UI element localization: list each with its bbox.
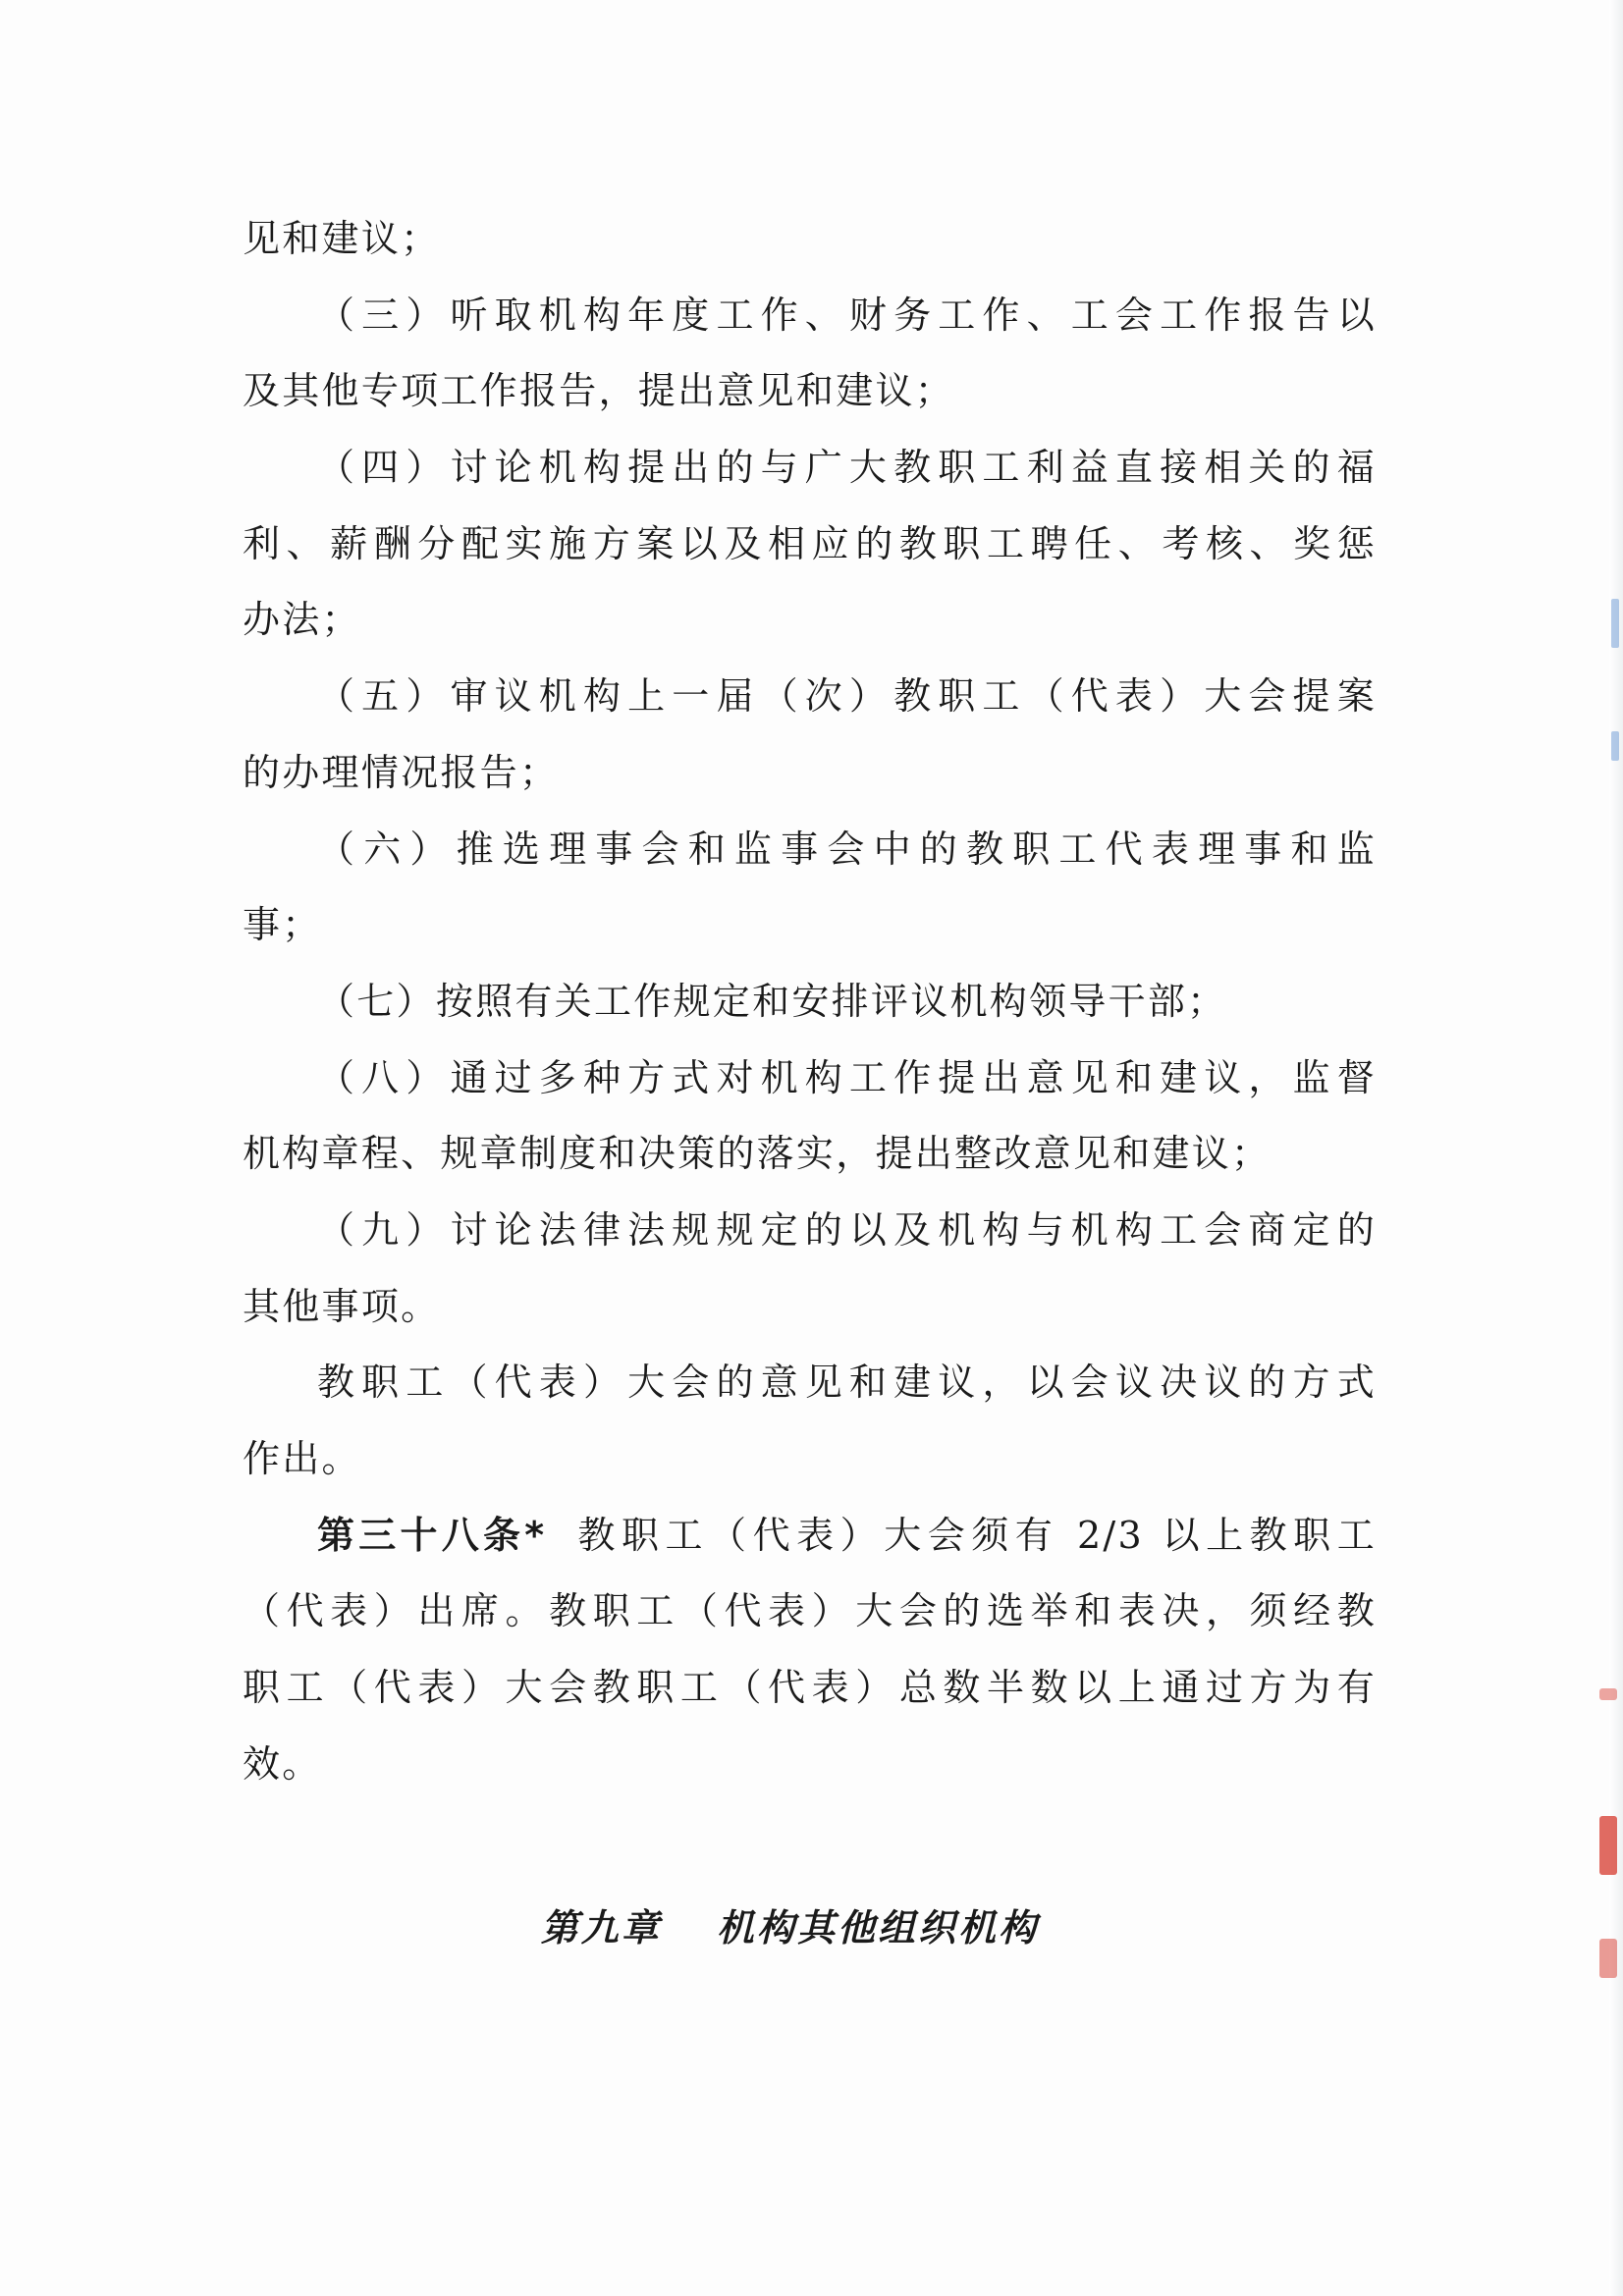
text-line: （八）通过多种方式对机构工作提出意见和建议，监督 xyxy=(317,1055,1377,1099)
text-line: （五）审议机构上一届（次）教职工（代表）大会提案 xyxy=(317,674,1377,719)
text-line: 的办理情况报告； xyxy=(243,750,560,794)
text-line: （四）讨论机构提出的与广大教职工利益直接相关的福 xyxy=(317,446,1377,490)
text-line: （六）推选理事会和监事会中的教职工代表理事和监 xyxy=(317,827,1377,871)
article-line xyxy=(243,1498,1377,1575)
text-line: 作出。 xyxy=(243,1437,361,1480)
text-line: 机构章程、规章制度和决策的落实，提出整改意见和建议； xyxy=(243,1132,1271,1176)
text-line: （九）讨论法律法规规定的以及机构与机构工会商定的 xyxy=(317,1207,1377,1252)
article-line: （代表）出席。教职工（代表）大会的选举和表决，须经教 xyxy=(243,1589,1377,1633)
seal-fragment xyxy=(1599,1688,1617,1700)
chapter-number: 第九章 xyxy=(540,1905,662,1949)
seal-fragment xyxy=(1599,1939,1617,1978)
text-line: 教职工（代表）大会的意见和建议，以会议决议的方式 xyxy=(317,1361,1377,1405)
scan-artifact-blue xyxy=(1611,731,1619,761)
article-text: 教职工（代表）大会须有 2/3 以上教职工 xyxy=(573,1513,1378,1557)
text-line: 其他事项。 xyxy=(243,1284,441,1328)
article-number: 第三十八条* xyxy=(317,1513,545,1557)
article-line: 职工（代表）大会教职工（代表）总数半数以上通过方为有 xyxy=(243,1666,1377,1710)
seal-fragment xyxy=(1599,1816,1617,1875)
paragraph-lines xyxy=(243,201,1377,1498)
text-line: 及其他专项工作报告，提出意见和建议； xyxy=(243,369,955,413)
scan-artifact-blue xyxy=(1611,599,1619,648)
text-line: （三）听取机构年度工作、财务工作、工会工作报告以 xyxy=(317,293,1377,337)
article-line: 效。 xyxy=(243,1741,322,1786)
text-line: 事； xyxy=(243,903,322,947)
text-line: 见和建议； xyxy=(243,217,441,260)
chapter-heading xyxy=(0,1897,1601,1951)
text-line: 办法； xyxy=(243,598,361,642)
chapter-title: 机构其他组织机构 xyxy=(716,1905,1040,1949)
body-text xyxy=(243,201,1377,1802)
text-line: 利、薪酬分配实施方案以及相应的教职工聘任、考核、奖惩 xyxy=(243,521,1377,565)
text-line: （七）按照有关工作规定和安排评议机构领导干部； xyxy=(317,979,1227,1023)
